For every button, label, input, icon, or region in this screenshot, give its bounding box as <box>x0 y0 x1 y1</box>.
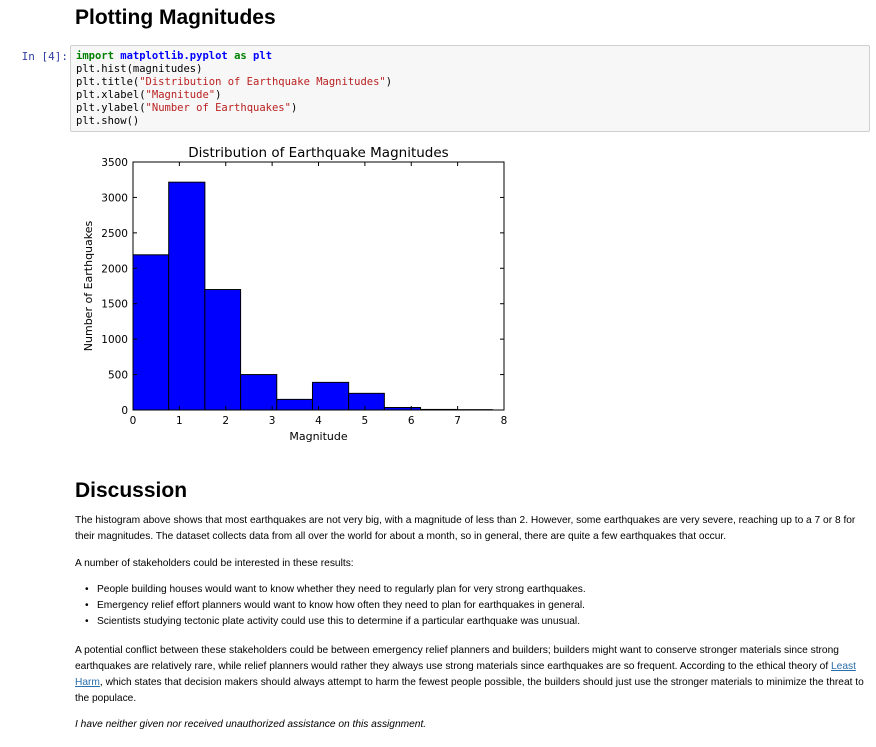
histogram-bar <box>169 182 205 410</box>
y-axis-label: Number of Earthquakes <box>82 220 95 352</box>
x-tick-label: 0 <box>129 415 137 427</box>
x-tick-label: 1 <box>176 415 183 427</box>
y-tick-label: 0 <box>121 405 128 417</box>
discussion-paragraph-3 <box>75 643 870 707</box>
histogram-bar <box>349 393 385 410</box>
code-line-2: plt.hist(magnitudes) <box>76 63 203 75</box>
code-line-3 <box>76 76 864 89</box>
list-item: • People building houses would want to know whether they need to regularly plan for very strong earthquakes. <box>75 582 586 598</box>
x-tick-label: 3 <box>268 415 276 427</box>
y-tick-label: 3500 <box>101 157 128 169</box>
histogram-figure <box>75 140 515 455</box>
code-text: plt.ylabel( <box>76 102 146 114</box>
x-tick-label: 5 <box>361 415 369 427</box>
y-tick-label: 1000 <box>101 334 128 347</box>
code-text: ) <box>290 102 298 114</box>
paragraph-text: A potential conflict between these stakeholders could be between emergency relief planners and builders; builders might want to conserve stronger materials since strong earthquakes are relatively rare, while relief planners would rather they always use strong materials since earthquakes are so frequent. According to the ethical theory of <box>75 645 839 672</box>
y-tick-label: 3000 <box>101 192 128 205</box>
histogram-chart <box>75 140 515 450</box>
x-tick-label: 2 <box>222 415 230 427</box>
code-cell[interactable] <box>70 45 870 132</box>
least-harm-link[interactable]: Least Harm <box>75 661 856 688</box>
y-tick-label: 2500 <box>101 227 128 240</box>
x-tick-label: 8 <box>500 415 508 427</box>
code-string: "Magnitude" <box>145 89 216 101</box>
x-axis-label: Magnitude <box>289 430 348 443</box>
histogram-bar <box>312 382 348 410</box>
stakeholder-list <box>75 582 586 630</box>
code-module: matplotlib.pyplot <box>120 50 228 62</box>
section-title-discussion: Discussion <box>75 479 188 502</box>
code-text: ) <box>215 89 222 101</box>
histogram-bar <box>133 255 169 410</box>
code-string: "Distribution of Earthquake Magnitudes" <box>139 76 386 88</box>
discussion-paragraph-1: The histogram above shows that most earthquakes are not very big, with a magnitude of less than 2. However, some earthquakes are very severe, reaching up to a 7 or 8 for their magnitudes. The dataset collects data from all over the world for about a month, so in general, there are quite a few earthquakes that occur. <box>75 515 856 542</box>
code-line-5 <box>76 102 864 115</box>
code-line-6: plt.show() <box>76 115 140 127</box>
code-line-4 <box>76 89 864 102</box>
chart-title: Distribution of Earthquake Magnitudes <box>188 145 449 161</box>
code-keyword: as <box>234 50 247 62</box>
cell-prompt: In [4]: <box>21 50 68 63</box>
list-item: • Scientists studying tectonic plate activity could use this to determine if a particular earthquake was unusual. <box>75 614 586 630</box>
y-tick-label: 1500 <box>101 298 128 311</box>
discussion-paragraph-2: A number of stakeholders could be interested in these results: <box>75 558 354 569</box>
paragraph-text: , which states that decision makers should always attempt to harm the fewest people possible, the builders should just use the stronger materials to minimize the threat to the populace. <box>75 677 864 704</box>
y-tick-label: 2000 <box>101 263 128 276</box>
y-tick-label: 500 <box>107 369 128 382</box>
code-text: ) <box>385 76 393 88</box>
histogram-bar <box>205 290 241 410</box>
histogram-bar <box>241 375 277 410</box>
section-title-plotting: Plotting Magnitudes <box>75 6 276 29</box>
x-tick-label: 4 <box>315 415 322 427</box>
list-item: • Emergency relief effort planners would want to know how often they need to plan for earthquakes in general. <box>75 598 586 614</box>
histogram-bar <box>277 399 313 410</box>
x-tick-label: 7 <box>454 415 461 427</box>
code-text: plt.xlabel( <box>76 89 146 101</box>
code-line-1 <box>76 50 864 63</box>
honor-statement: I have neither given nor received unauthorized assistance on this assignment. <box>75 719 427 730</box>
code-text: plt.title( <box>76 76 140 88</box>
code-alias: plt <box>253 50 273 62</box>
code-string: "Number of Earthquakes" <box>145 102 291 114</box>
x-tick-label: 6 <box>407 415 415 427</box>
code-keyword: import <box>76 50 114 62</box>
